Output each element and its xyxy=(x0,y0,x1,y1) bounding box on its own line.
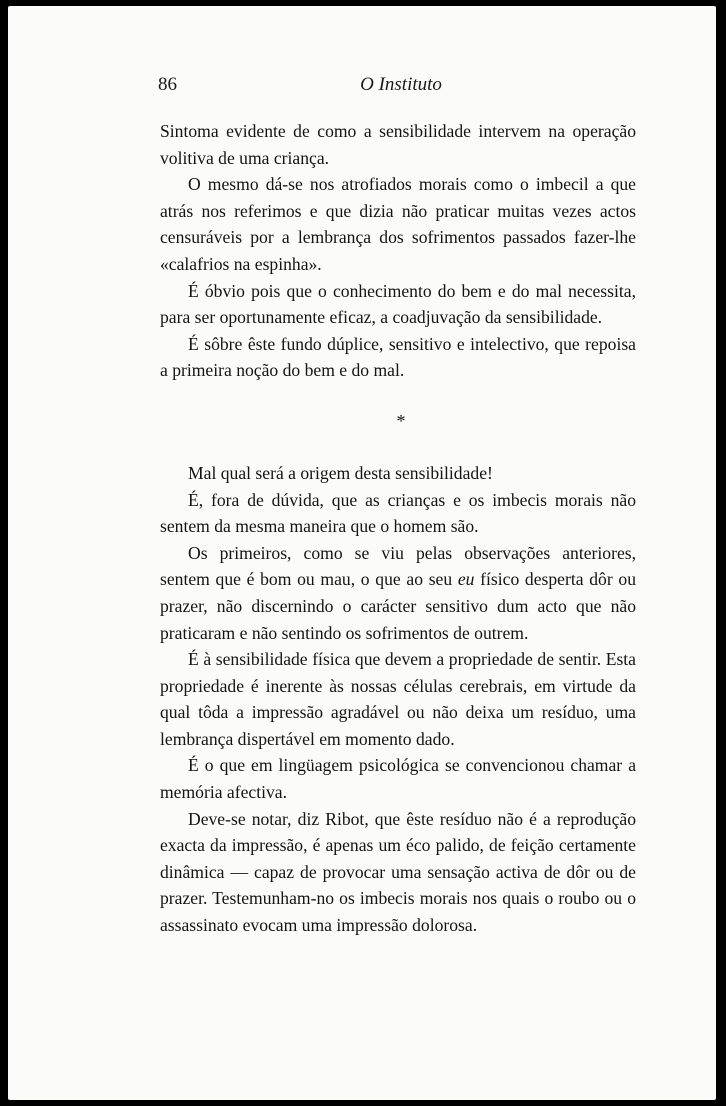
italic-term: eu xyxy=(457,569,475,590)
paragraph-text: físico desperta dôr ou prazer, não discernindo o carácter sensitivo dum acto que não praticaram e não sentindo os sofrimentos de outrem. xyxy=(160,569,636,643)
paragraph xyxy=(160,540,636,646)
paragraph: É sôbre êste fundo dúplice, sensitivo e intelectivo, que repoisa a primeira noção do bem e do mal. xyxy=(160,333,636,381)
paragraph: É, fora de dúvida, que as crianças e os imbecis morais não sentem da mesma maneira que o homem são. xyxy=(160,489,636,537)
body-text xyxy=(160,118,636,939)
page-number: 86 xyxy=(158,74,177,95)
running-title: O Instituto xyxy=(360,74,442,95)
paragraph: Sintoma evidente de como a sensibilidade intervem na operação volitiva de uma criança. xyxy=(160,121,636,168)
paragraph: É o que em lingüagem psicológica se convencionou chamar a memória afectiva. xyxy=(160,755,636,803)
page-header xyxy=(158,74,644,104)
paragraph: O mesmo dá-se nos atrofiados morais como o imbecil a que atrás nos referimos e que dizia não praticar muitas vezes actos censuráveis por a lembrança dos sofrimentos passados fazer-lhe «calafrios na espinha». xyxy=(160,174,636,274)
book-page xyxy=(8,6,716,1100)
paragraph: Deve-se notar, diz Ribot, que êste resíduo não é a reprodução exacta da impressão, é apenas um éco palido, de feição certamente dinâmica — capaz de provocar uma sensação activa de dôr ou de prazer. Testemunham-no os imbecis morais nos quais o roubo ou o assassinato evocam uma impressão dolorosa. xyxy=(160,808,636,936)
paragraph: É à sensibilidade física que devem a propriedade de sentir. Esta propriedade é inerente às nossas células cerebrais, em virtude da qual tôda a impressão agradável ou não deixa um resíduo, uma lembrança dispertável em momento dado. xyxy=(160,649,636,749)
section-separator: * xyxy=(396,410,406,431)
paragraph-text: Os primeiros, como se viu pelas observações anteriores, sentem que é bom ou mau, o que ao seu xyxy=(160,542,636,590)
paragraph: Mal qual será a origem desta sensibilidade! xyxy=(188,462,493,483)
paragraph: É óbvio pois que o conhecimento do bem e do mal necessita, para ser oportunamente eficaz, a coadjuvação da sensibilidade. xyxy=(160,280,636,328)
